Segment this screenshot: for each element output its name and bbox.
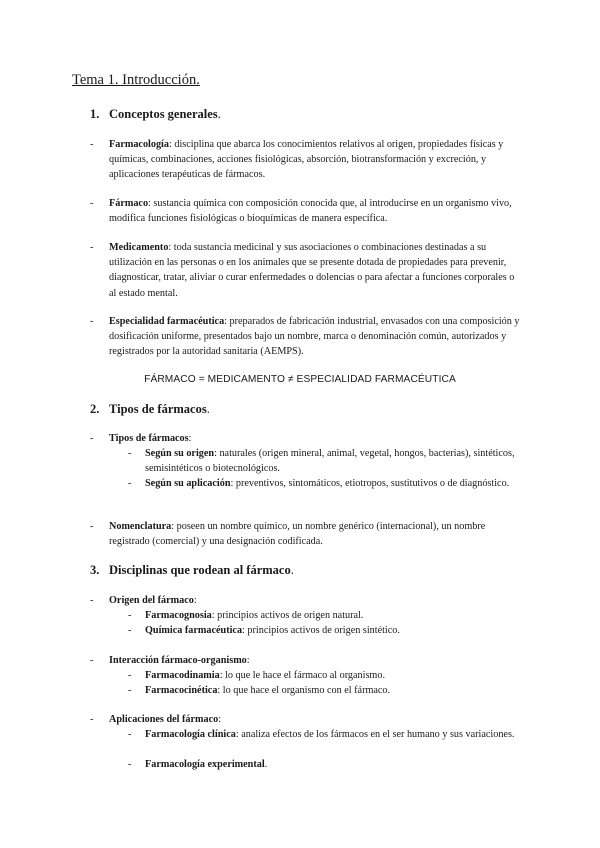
concept-term: Farmacología [109,139,169,150]
bullet-dash: - [128,448,132,459]
bullet-dash: - [90,714,94,725]
bullet-dash: - [90,316,94,327]
concept-especialidad [90,314,522,360]
type-origen [128,446,520,476]
discipline-origen: - Origen del fármaco: [90,593,197,608]
section-heading-2: 2. Tipos de fármacos. [90,402,210,416]
discipline-item [128,668,520,683]
bullet-dash: - [90,595,94,606]
lead-term: Aplicaciones del fármaco [109,714,219,725]
section-heading-1: 1. Conceptos generales. [90,107,221,121]
types-lead: - Tipos de fármacos: [90,431,191,446]
sub-term: Farmacodinamia [145,670,220,681]
sub-term: Según su origen [145,448,215,459]
concept-definition: : toda sustancia medicinal y sus asociaciones o combinaciones destinadas a su utilización en las personas o en los animales que se presente dotada de propiedades para prevenir, diagnosticar, tratar, aliviar o curar enfermedades o dolencias o para afectar a funciones corporales o al estado mental. [109,242,515,299]
concept-medicamento [90,240,522,301]
concept-term: Especialidad farmacéutica [109,316,225,327]
concept-definition: : preparados de fabricación industrial, envasados con una composición y dosificación uniforme, presentados bajo un nombre, marca o denominación común, autorizados y registrados por la autoridad sanitaria (AEMPS). [109,316,520,358]
sub-term: Según su aplicación [145,478,231,489]
lead-term: Tipos de fármacos [109,433,189,444]
discipline-interaccion: - Interacción fármaco-organismo: [90,653,250,668]
bullet-dash: - [128,685,132,696]
bullet-dash: - [90,139,94,150]
bullet-dash: - [90,433,94,444]
bullet-dash: - [90,521,94,532]
sub-definition: : principios activos de origen sintético. [242,625,400,636]
section-title: Disciplinas que rodean al fármaco [109,563,291,577]
bullet-dash: - [90,198,94,209]
discipline-item [128,683,520,698]
section-heading-3: 3. Disciplinas que rodean al fármaco. [90,563,294,577]
bullet-dash: - [128,729,132,740]
sub-definition: : naturales (origen mineral, animal, vegetal, hongos, bacterias), sintéticos, semisintéticos o biotecnológicos. [145,448,515,475]
discipline-item [128,623,520,638]
bullet-dash: - [128,670,132,681]
sub-term: Farmacocinética [145,685,218,696]
page-title: Tema 1. Introducción. [72,72,200,88]
bullet-dash: - [90,242,94,253]
sub-definition: : preventivos, sintomáticos, etiotropos, sustitutivos o de diagnóstico. [230,478,510,489]
type-aplicacion [128,476,520,491]
lead-term: Origen del fármaco [109,595,194,606]
concept-farmacologia [90,137,522,183]
bullet-dash: - [128,478,132,489]
sub-definition: : principios activos de origen natural. [211,610,364,621]
sub-definition: : analiza efectos de los fármacos en el ser humano y sus variaciones. [235,729,515,740]
concept-definition: : disciplina que abarca los conocimientos relativos al origen, propiedades físicas y químicas, combinaciones, acciones fisiológicas, absorción, biotransformación y excreción, y aplicaciones terapéuticas de fármacos. [109,139,504,181]
discipline-item [128,757,520,772]
formula-line: FÁRMACO = MEDICAMENTO ≠ ESPECIALIDAD FARMACÉUTICA [144,374,456,385]
sub-term: Farmacología clínica [145,729,236,740]
section-title: Conceptos generales [109,107,218,121]
concept-term: Fármaco [109,198,149,209]
lead-term: Interacción fármaco-organismo [109,655,247,666]
sub-definition: : lo que le hace el fármaco al organismo. [219,670,385,681]
sub-term: Química farmacéutica [145,625,243,636]
concept-farmaco [90,196,522,226]
sub-definition: . [264,759,268,770]
bullet-dash: - [90,655,94,666]
nomenclature-term: Nomenclatura [109,521,172,532]
section-title: Tipos de fármacos [109,402,207,416]
section-number: 1. [90,107,100,121]
nomenclature [90,519,522,549]
bullet-dash: - [128,625,132,636]
discipline-item [128,727,520,742]
sub-term: Farmacognosia [145,610,212,621]
nomenclature-definition: : poseen un nombre químico, un nombre genérico (internacional), un nombre registrado (comercial) y una designación codificada. [109,521,486,548]
sub-definition: : lo que hace el organismo con el fármaco. [217,685,391,696]
discipline-item [128,608,520,623]
sub-term: Farmacología experimental [145,759,265,770]
section-number: 3. [90,563,100,577]
discipline-aplicaciones: - Aplicaciones del fármaco: [90,712,221,727]
concept-definition: : sustancia química con composición conocida que, al introducirse en un organismo vivo, modifica funciones fisiológicas o bioquímicas de manera específica. [109,198,512,225]
bullet-dash: - [128,759,132,770]
section-number: 2. [90,402,100,416]
bullet-dash: - [128,610,132,621]
concept-term: Medicamento [109,242,169,253]
